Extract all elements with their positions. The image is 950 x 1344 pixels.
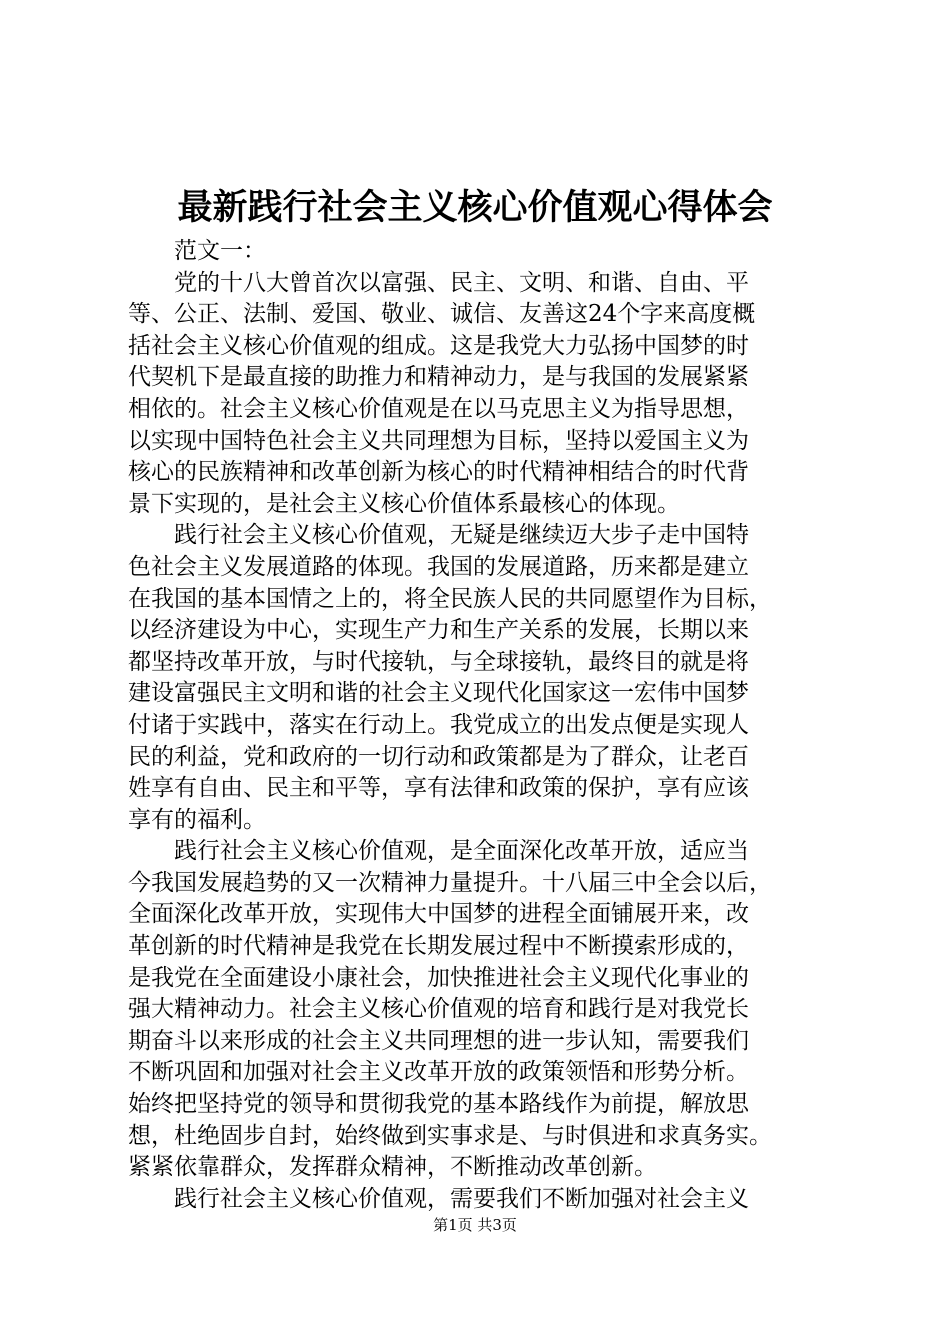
text-line: 付诸于实践中，落实在行动上。我党成立的出发点便是实现人 — [128, 711, 749, 738]
text-line: 享有的福利。 — [128, 806, 266, 833]
text-line: 革创新的时代精神是我党在长期发展过程中不断摸索形成的， — [128, 933, 749, 960]
text-line: 党的十八大曾首次以富强、民主、文明、和谐、自由、平 — [174, 269, 749, 296]
text-line: 以实现中国特色社会主义共同理想为目标，坚持以爱国主义为 — [128, 427, 749, 454]
text-line: 核心的民族精神和改革创新为核心的时代精神相结合的时代背 — [128, 459, 749, 486]
text-line: 全面深化改革开放，实现伟大中国梦的进程全面铺展开来，改 — [128, 901, 749, 928]
text-line: 都坚持改革开放，与时代接轨，与全球接轨，最终目的就是将 — [128, 648, 749, 675]
text-line: 代契机下是最直接的助推力和精神动力，是与我国的发展紧紧 — [128, 364, 749, 391]
text-line: 建设富强民主文明和谐的社会主义现代化国家这一宏伟中国梦 — [128, 680, 749, 707]
text-line: 践行社会主义核心价值观，无疑是继续迈大步子走中国特 — [174, 522, 749, 549]
text-line: 践行社会主义核心价值观，是全面深化改革开放，适应当 — [174, 838, 749, 865]
page-title: 最新践行社会主义核心价值观心得体会 — [177, 187, 773, 228]
text-line: 以经济建设为中心，实现生产力和生产关系的发展，长期以来 — [128, 617, 749, 644]
text-line: 民的利益，党和政府的一切行动和政策都是为了群众，让老百 — [128, 743, 749, 770]
text-line: 括社会主义核心价值观的组成。这是我党大力弘扬中国梦的时 — [128, 332, 749, 359]
text-line: 今我国发展趋势的又一次精神力量提升。十八届三中全会以后， — [128, 869, 772, 896]
text-line: 范文一： — [174, 238, 266, 264]
text-line: 强大精神动力。社会主义核心价值观的培育和践行是对我党长 — [128, 996, 749, 1023]
text-line: 相依的。社会主义核心价值观是在以马克思主义为指导思想， — [128, 395, 749, 422]
text-line: 景下实现的，是社会主义核心价值体系最核心的体现。 — [128, 490, 680, 517]
text-line: 紧紧依靠群众，发挥群众精神，不断推动改革创新。 — [128, 1154, 657, 1181]
text-line: 色社会主义发展道路的体现。我国的发展道路，历来都是建立 — [128, 553, 749, 580]
text-line: 不断巩固和加强对社会主义改革开放的政策领悟和形势分析。 — [128, 1059, 749, 1086]
text-line: 等、公正、法制、爱国、敬业、诚信、友善这24个字来高度概 — [128, 301, 756, 328]
text-line: 姓享有自由、民主和平等，享有法律和政策的保护，享有应该 — [128, 775, 749, 802]
text-line: 是我党在全面建设小康社会，加快推进社会主义现代化事业的 — [128, 964, 749, 991]
text-line: 始终把坚持党的领导和贯彻我党的基本路线作为前提，解放思 — [128, 1091, 749, 1118]
page-footer: 第1页 共3页 — [433, 1216, 517, 1234]
document-body — [128, 236, 832, 1215]
text-line: 期奋斗以来形成的社会主义共同理想的进一步认知，需要我们 — [128, 1027, 749, 1054]
text-line: 在我国的基本国情之上的，将全民族人民的共同愿望作为目标， — [128, 585, 772, 612]
text-line: 想，杜绝固步自封，始终做到实事求是、与时俱进和求真务实。 — [128, 1122, 772, 1149]
text-line: 践行社会主义核心价值观，需要我们不断加强对社会主义 — [174, 1185, 749, 1212]
